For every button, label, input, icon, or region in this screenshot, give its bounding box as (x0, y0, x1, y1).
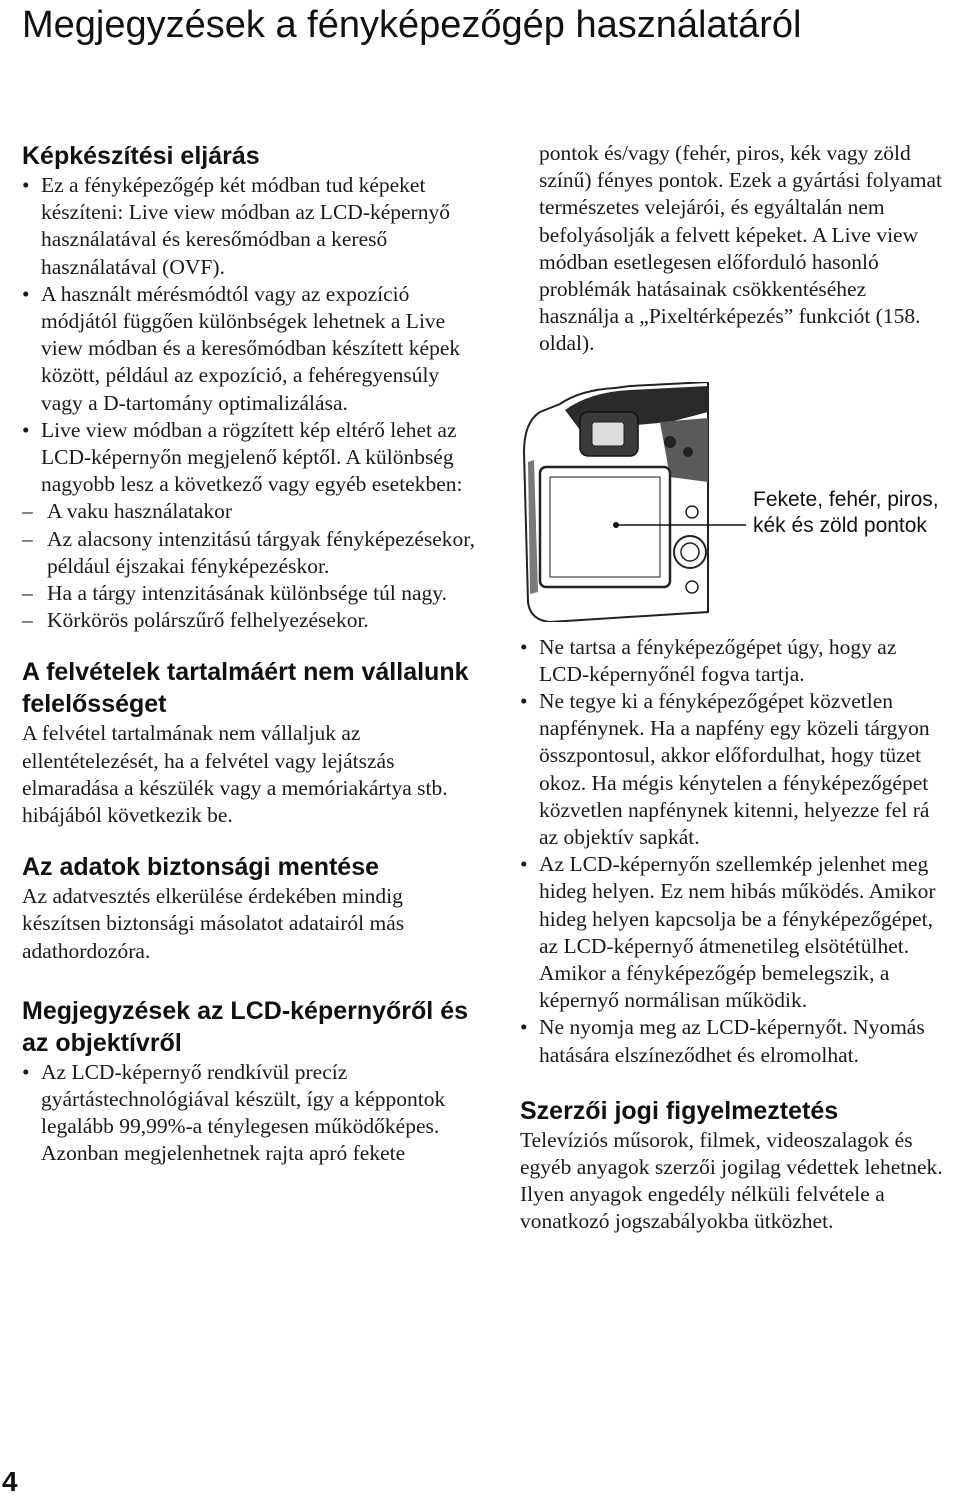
heading-shooting: Képkészítési eljárás (22, 142, 260, 170)
page-number: 4 (2, 1466, 18, 1497)
shooting-bullet-1: • Ez a fényképezőgép két módban tud képeket készíteni: Live view módban az LCD-képernyő használatával és keresőmódban a kereső használatával (OVF). (22, 172, 477, 281)
dash-item-3: – Ha a tárgy intenzitásának különbsége túl nagy. (22, 580, 477, 607)
right-bullet-4: • Ne nyomja meg az LCD-képernyőt. Nyomás hatására elszíneződhet és elromolhat. (520, 1014, 950, 1068)
heading-lcd: Megjegyzések az LCD-képernyőről és az objektívről (22, 996, 468, 1057)
heading-backup: Az adatok biztonsági mentése (22, 853, 380, 882)
right-bullet-1: • Ne tartsa a fényképezőgépet úgy, hogy az LCD-képernyőnél fogva tartja. (520, 634, 950, 688)
left-column (22, 140, 477, 1168)
dash-item-1: – A vaku használatakor (22, 498, 477, 525)
shooting-bullet-2: • A használt mérésmódtól vagy az expozíció módjától függően különbségek lehetnek a Live view módban és a keresőmódban készített képek között, például az expozíció, a fehéregyensúly vagy a D-tartomány optimalizálása. (22, 281, 477, 417)
right-bullet-2: • Ne tegye ki a fényképezőgépet közvetlen napfénynek. Ha a napfény egy közeli tárgyon összpontosul, akkor előfordulhat, hogy tüzet okoz. Ha mégis kénytelen a fényképezőgépet közvetlen napfénynek kitenni, helyezze fel rá az objektív sapkát. (520, 688, 950, 851)
lcd-bullets (22, 1059, 477, 1168)
page-title: Megjegyzések a fényképezőgép használatáról (22, 4, 802, 46)
backup-text: Az adatvesztés elkerülése érdekében mindig készítsen biztonsági másolatot adatairól más adathordozóra. (22, 884, 405, 963)
lcd-continued-text: pontok és/vagy (fehér, piros, kék vagy zöld színű) fényes pontok. Ezek a gyártási folyamat természetes velejárói, és egyáltalán nem befolyásolják a felvett képeket. A Live view módban esetlegesen előforduló hasonló problémák hatásainak csökkentéséhez használja a „Pixeltérképezés” funkciót (158. oldal). (539, 141, 942, 356)
right-bullets (520, 634, 950, 1069)
shooting-bullets (22, 172, 477, 498)
dash-item-4: – Körkörös polárszűrő felhelyezésekor. (22, 607, 477, 634)
camera-lcd-illustration (520, 382, 960, 622)
lcd-bullet-1: • Az LCD-képernyő rendkívül precíz gyártástechnológiával készült, így a képpontok legalább 99,99%-a ténylegesen működőképes. Azonban megjelenhetnek rajta apró fekete (22, 1059, 477, 1168)
heading-copyright: Szerzői jogi figyelmeztetés (520, 1096, 839, 1125)
copyright-text: Televíziós műsorok, filmek, videoszalagok és egyéb anyagok szerzői jogilag védettek lehetnek. Ilyen anyagok engedély nélküli felvétele a vonatkozó jogszabályokba ütközhet. (520, 1127, 943, 1234)
figure-caption: Fekete, fehér, piros, kék és zöld pontok (753, 487, 939, 537)
shooting-bullet-3: • Live view módban a rögzített kép eltérő lehet az LCD-képernyőn megjelenő képtől. A különbség nagyobb lesz a következő vagy egyéb esetekben: (22, 417, 477, 499)
shooting-dash-list (22, 498, 477, 634)
right-bullet-3: • Az LCD-képernyőn szellemkép jelenhet meg hideg helyen. Ez nem hibás működés. Amikor hideg helyen kapcsolja be a fényképezőgépet, az LCD-képernyő átmenetileg elsötétülhet. Amikor a fényképezőgép bemelegszik, a képernyő normálisan működik. (520, 851, 950, 1014)
dash-item-2: – Az alacsony intenzitású tárgyak fényképezésekor, például éjszakai fényképezéskor. (22, 526, 477, 580)
heading-liability: A felvételek tartalmáért nem vállalunk felelősséget (22, 658, 469, 719)
right-column (520, 140, 950, 1236)
liability-text: A felvétel tartalmának nem vállaljuk az ellentételezését, ha a felvétel vagy lejátszás elmaradása a készülék vagy a memóriakártya stb. hibájából következik be. (22, 721, 448, 828)
